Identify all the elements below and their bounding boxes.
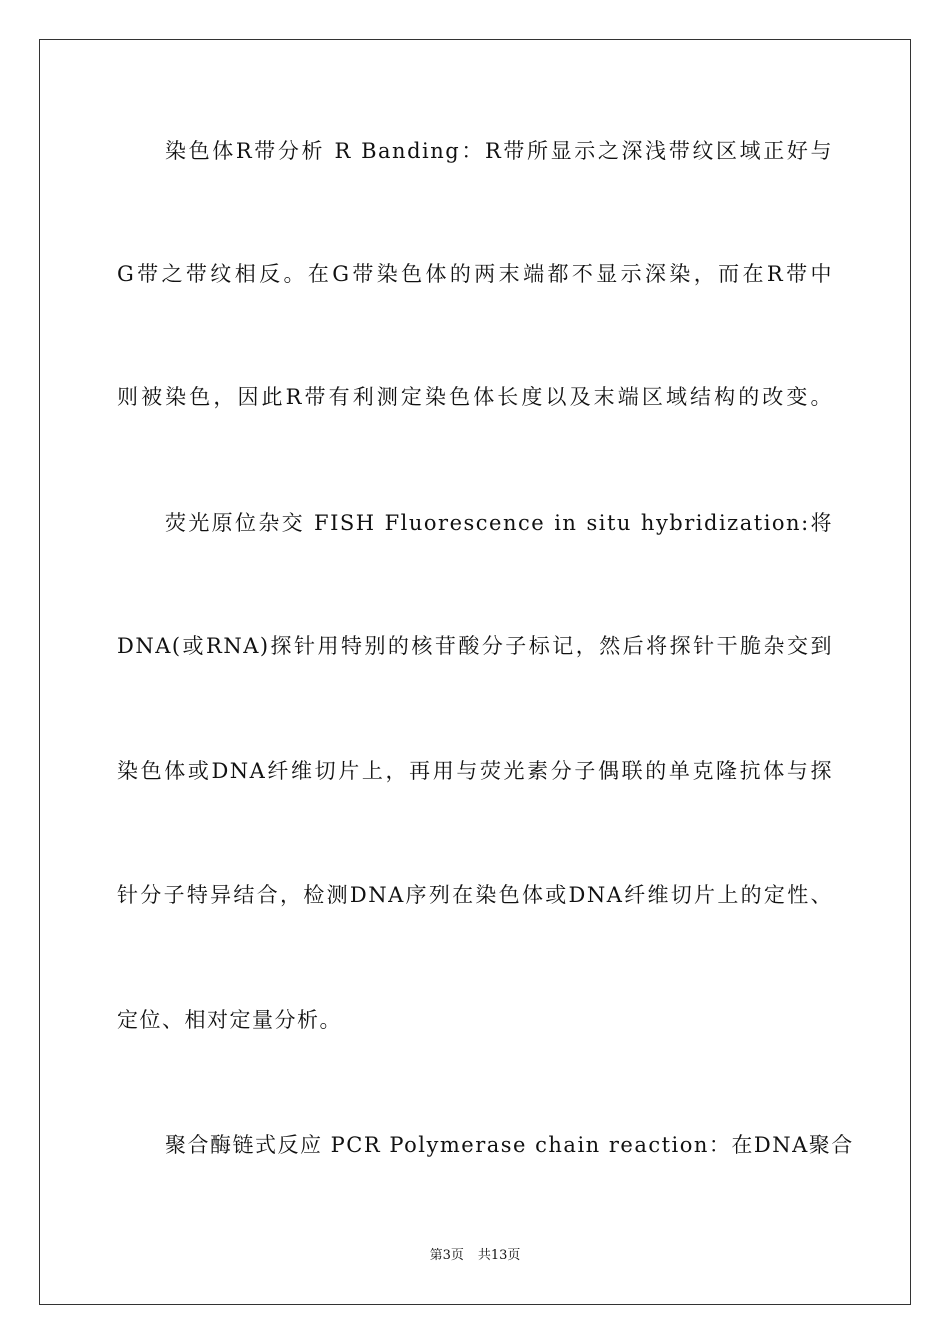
paragraph-r-banding-line-3: 则被染色，因此R带有利测定染色体长度以及末端区域结构的改变。 (117, 385, 833, 409)
paragraph-r-banding-line-1: 染色体R带分析 R Banding：R带所显示之深浅带纹区域正好与 (165, 139, 833, 163)
page-footer (0, 1247, 950, 1265)
paragraph-fish-line-3: 染色体或DNA纤维切片上，再用与荧光素分子偶联的单克隆抗体与探 (117, 759, 833, 783)
paragraph-fish-line-2: DNA(或RNA)探针用特别的核苷酸分子标记，然后将探针干脆杂交到 (117, 634, 833, 658)
page-number: 第3页 (429, 1248, 464, 1263)
paragraph-pcr-line-1: 聚合酶链式反应 PCR Polymerase chain reaction：在DNA聚合 (165, 1133, 854, 1157)
paragraph-fish-line-4: 针分子特异结合，检测DNA序列在染色体或DNA纤维切片上的定性、 (117, 883, 833, 907)
paragraph-r-banding-line-2: G带之带纹相反。在G带染色体的两末端都不显示深染，而在R带中 (117, 262, 833, 286)
page-total: 共13页 (477, 1248, 521, 1263)
paragraph-fish-line-1: 荧光原位杂交 FISH Fluorescence in situ hybridization:将 (165, 511, 833, 535)
paragraph-fish-line-5: 定位、相对定量分析。 (117, 1008, 342, 1032)
page-border (39, 39, 911, 1305)
